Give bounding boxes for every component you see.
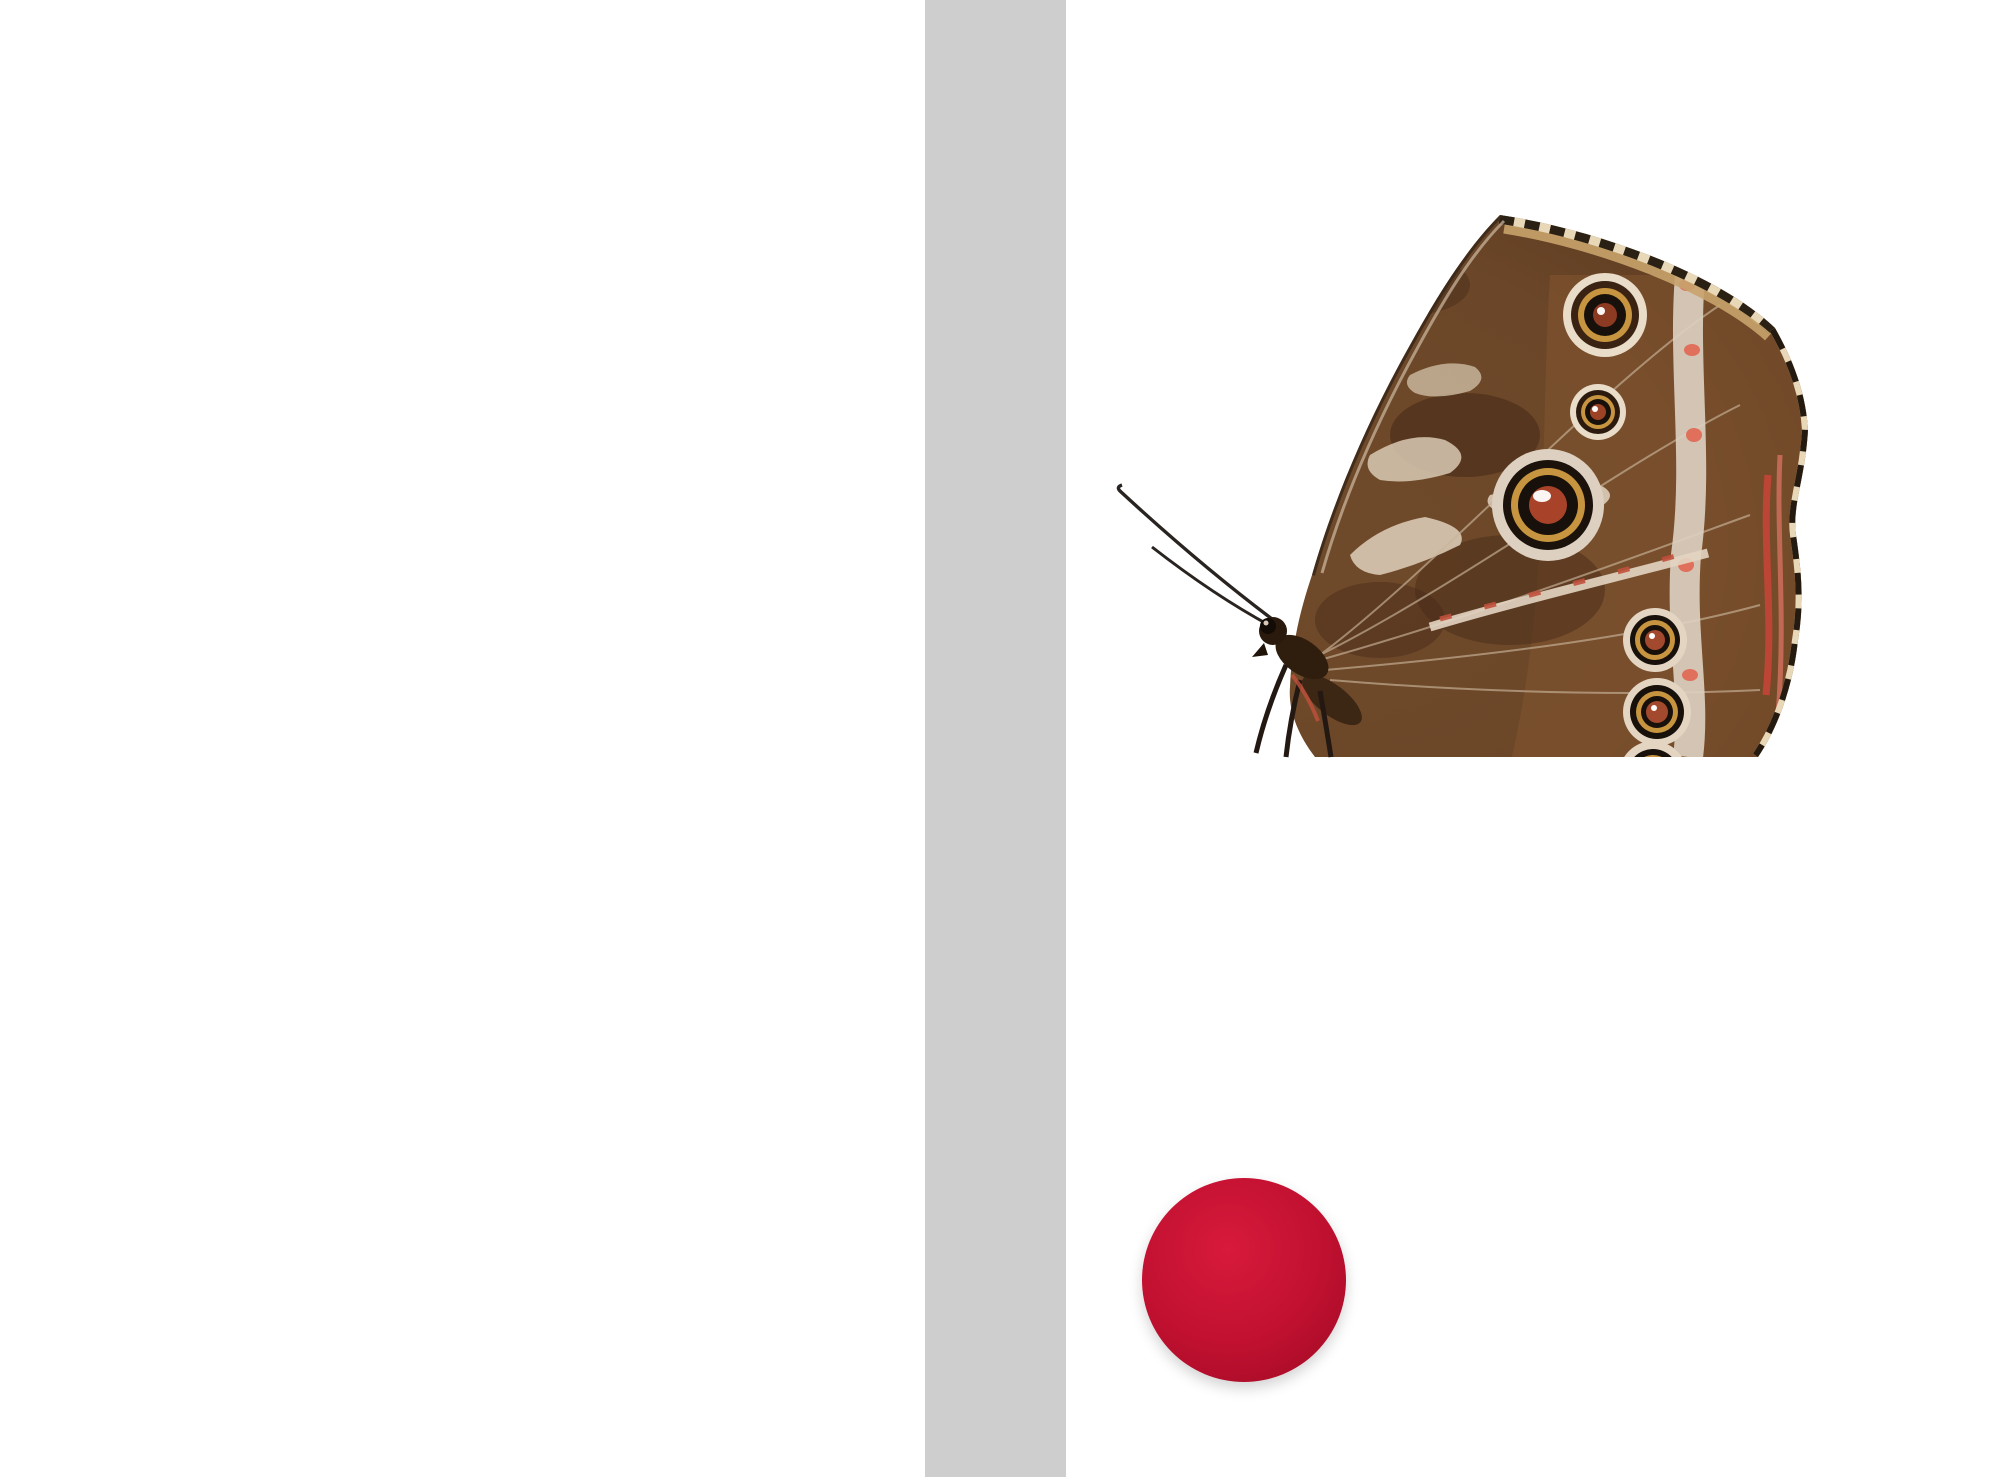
barcode <box>95 1106 425 1296</box>
butterfly-antenna-icon <box>1118 485 1276 622</box>
badge-text <box>1243 1278 1244 1283</box>
wikipedia-content-badge <box>1142 1178 1346 1382</box>
butterfly-photo <box>1080 135 1820 765</box>
spine-strip <box>925 0 1066 1477</box>
